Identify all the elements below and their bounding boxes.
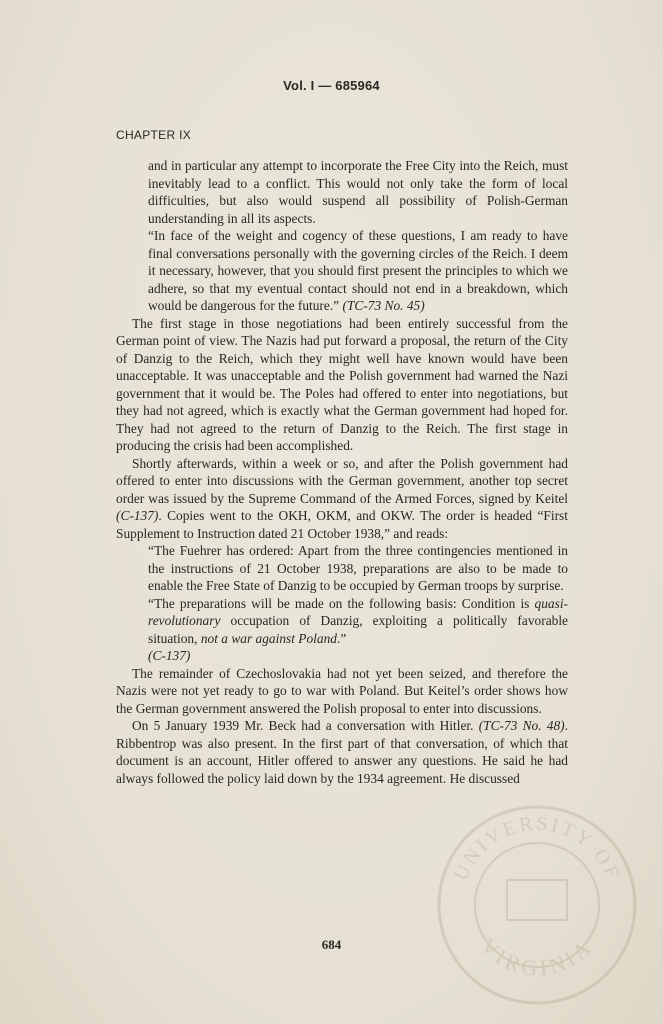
quote-text: and in particular any attempt to incorporate the Free City into the Reich, must inevitably lead to a conflict. This would not only take the form of local difficulties, but also would suspend all possibility of Polish-German understanding in all its aspects. xyxy=(148,158,568,226)
quote-text: “The Fuehrer has ordered: Apart from the three contingencies mentioned in the instructions of 21 October 1938, preparations are also to be made to enable the Free State of Danzig to be occupied by German troops by surprise. xyxy=(148,543,568,593)
seal-emblem xyxy=(507,880,567,920)
quote-paragraph-3 xyxy=(148,542,568,595)
university-seal-watermark xyxy=(432,800,642,1010)
quote-paragraph-4 xyxy=(148,595,568,665)
citation: (TC-73 No. 45) xyxy=(342,298,425,313)
paragraph-shortly-afterwards xyxy=(116,455,568,543)
paragraph-text: . Copies went to the OKH, OKM, and OKW. The order is headed “First Supplement to Instruction dated 21 October 1938,” and reads: xyxy=(116,508,568,541)
body-text xyxy=(116,157,568,787)
citation: (C-137) xyxy=(116,508,159,523)
paragraph-remainder xyxy=(116,665,568,718)
quote-text: “In face of the weight and cogency of these questions, I am ready to have final conversations personally with the governing circles of the Reich. I deem it necessary, however, that you should first present the principles to which we adhere, so that my eventual contact should not end in a breakdown, which would be dangerous for the future.” xyxy=(148,228,568,313)
paragraph-text: The remainder of Czechoslovakia had not yet been seized, and therefore the Nazis were not yet ready to go to war with Poland. But Keitel’s order shows how the German government answered the Polish proposal to enter into discussions. xyxy=(116,665,568,716)
paragraph-text: On 5 January 1939 Mr. Beck had a conversation with Hitler. xyxy=(132,718,474,733)
citation: (C-137) xyxy=(148,648,191,663)
paragraph-beck-conversation xyxy=(116,717,568,787)
seal-text-bottom: VIRGINIA xyxy=(475,933,599,981)
seal-text-top: UNIVERSITY OF xyxy=(449,812,625,885)
page-number: 684 xyxy=(321,937,342,952)
paragraph-text: The first stage in those negotiations had been entirely successful from the German point of view. The Nazis had put forward a proposal, the return of the City of Danzig to the Reich, which they might well have known would have been unacceptable. It was unacceptable and the Polish government had warned the Nazi government that it would be. The Poles had offered to enter into negotiations, but they had not agreed, which is exactly what the German government had hoped for. They had not agreed to the return of Danzig to the Reich. The first stage in producing the crisis had been accomplished. xyxy=(116,315,568,453)
paragraph-text: Shortly afterwards, within a week or so, and after the Polish government had offered to enter into discussions with the German government, another top secret order was issued by the Supreme Command of the Armed Forces, signed by Keitel xyxy=(116,455,568,506)
quote-text: “The preparations will be made on the following basis: Condition is xyxy=(148,595,530,611)
chapter-label: CHAPTER IX xyxy=(116,128,192,142)
paragraph-first-stage xyxy=(116,315,568,455)
italic-phrase: quasi-revolutionary xyxy=(148,595,568,628)
citation: (TC-73 No. 48) xyxy=(478,718,565,733)
quote-paragraph-2 xyxy=(148,227,568,315)
quote-text: .” xyxy=(337,630,347,646)
quote-text: occupation of Danzig, exploiting a politically favorable situation, xyxy=(148,613,568,646)
italic-phrase: not a war against Poland xyxy=(200,630,337,646)
paragraph-text: . Ribbentrop was also present. In the first part of that conversation, of which that document is an account, Hitler offered to answer any questions. He said he had always followed the policy laid down by the 1934 agreement. He discussed xyxy=(116,718,568,786)
running-head: Vol. I — 685964 xyxy=(283,78,380,93)
quote-paragraph-1 xyxy=(148,157,568,227)
